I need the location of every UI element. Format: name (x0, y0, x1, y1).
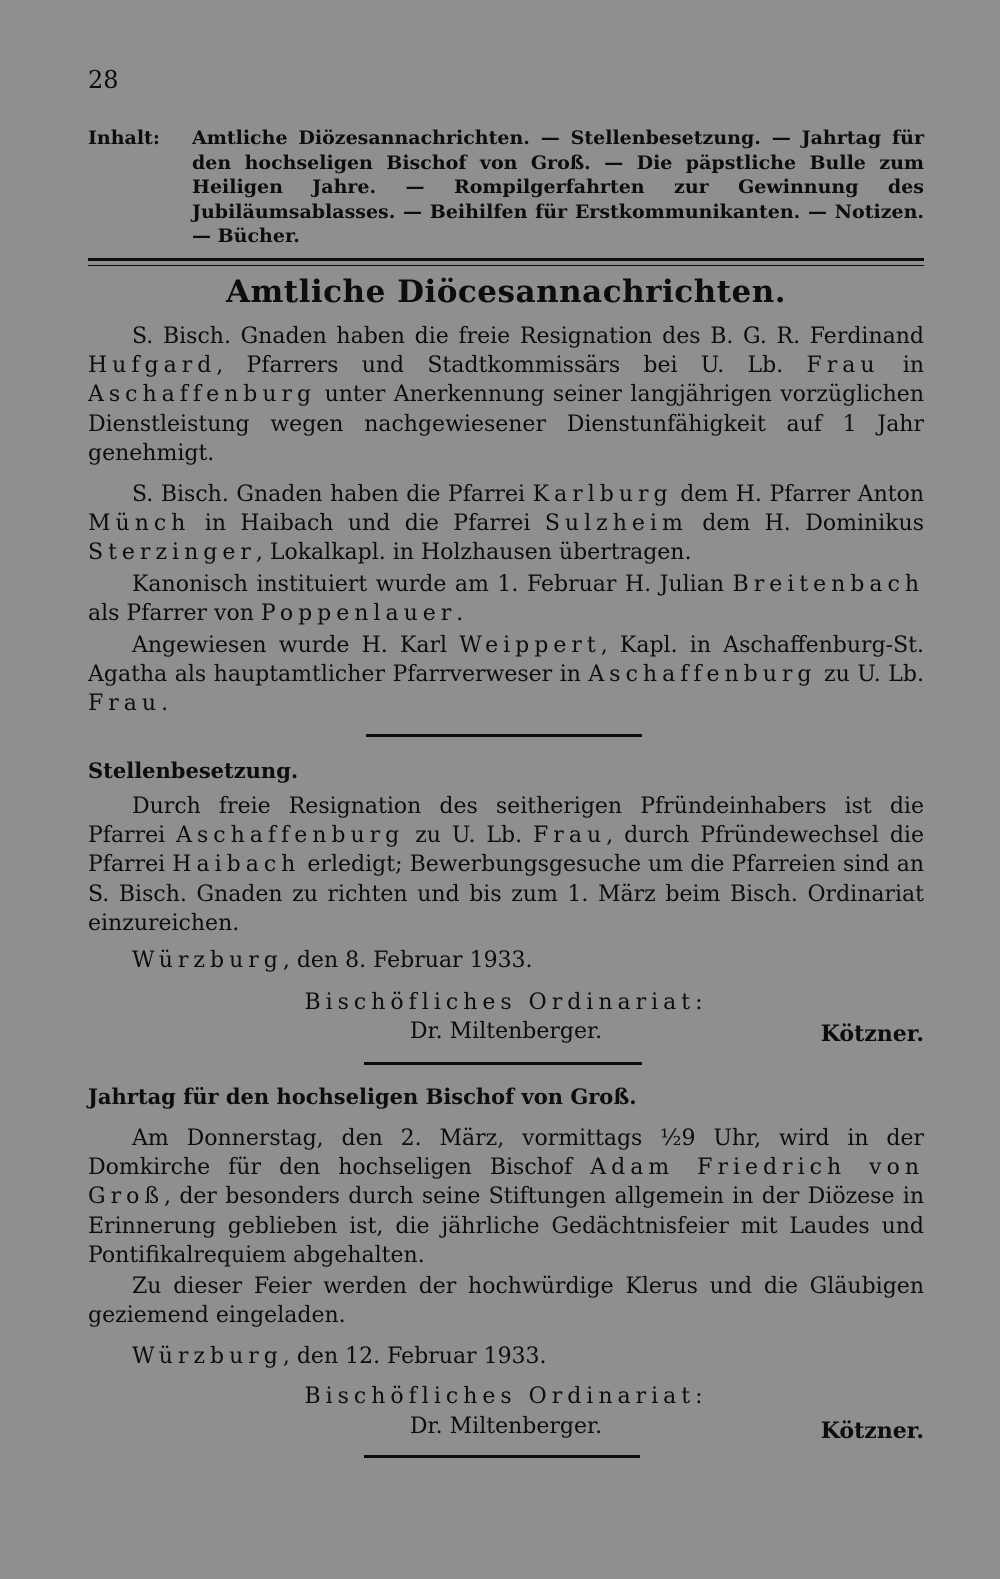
text-run: , der besonders durch seine Stiftungen allgemein in der Diözese in Erinnerung geblieben ist, die jährliche Gedächtnisfeier mit Laudes und Pontifikalrequiem abgehalten. (88, 1184, 924, 1268)
text-run: in Haibach und die Pfarrei (190, 511, 545, 537)
paragraph-assignment (88, 631, 924, 719)
paragraph-institution (88, 570, 924, 628)
section-title-amtliche: Amtliche Diöcesannachrichten. (225, 274, 787, 310)
paragraph-appointments (88, 480, 924, 568)
text-run: , Kapl. in Aschaffenburg-St. Agatha als hauptamtlicher Pfarrverweser in (88, 633, 924, 688)
place-date-line (132, 1344, 547, 1369)
text-run: S. Bisch. Gnaden haben die Pfarrei (132, 482, 533, 507)
signer-name: Dr. Miltenberger. (409, 1414, 603, 1439)
parish-name: Frau (88, 691, 162, 717)
date-text: , den 8. Februar 1933. (282, 948, 533, 973)
section-title-stellenbesetzung: Stellenbesetzung. (88, 758, 299, 783)
person-name: Breitenbach (732, 572, 924, 597)
text-run: Angewiesen wurde H. Karl (132, 633, 460, 658)
place-name: Sulzheim (544, 511, 688, 537)
place-name: Aschaffenburg (588, 662, 817, 688)
text-run: Durch freie Resignation des seitherigen Pfründeinhabers ist die Pfarrei (88, 794, 924, 849)
date-text: , den 12. Februar 1933. (282, 1344, 547, 1369)
city-name: Würzburg (132, 1344, 283, 1369)
text-run: , durch Pfründewechsel die Pfarrei (88, 823, 924, 878)
person-name: Adam Friedrich von Groß (88, 1155, 924, 1210)
paragraph-anniversary (88, 1124, 924, 1270)
text-run: Am Donnerstag, den 2. März, vormittags ½9 Uhr, wird in der Domkirche für den hochseligen Bischof (88, 1126, 924, 1181)
second-signer-name: Kötzner. (820, 1021, 924, 1047)
text-run: als Pfarrer von (88, 601, 261, 627)
text-run: . (456, 601, 464, 627)
bottom-divider (364, 1455, 640, 1458)
text-run: . (161, 691, 169, 717)
place-date-line (132, 948, 533, 973)
text-run: dem H. Pfarrer Anton (672, 482, 924, 507)
parish-name: Frau (806, 353, 880, 379)
ordinariat-line: Bischöfliches Ordinariat: (304, 1384, 708, 1409)
page-number: 28 (88, 66, 119, 94)
city-name: Würzburg (132, 948, 283, 973)
person-name: Weippert (459, 633, 601, 658)
paragraph-vacancy (88, 792, 924, 938)
text-run: dem H. Dominikus (687, 511, 925, 537)
double-rule (88, 258, 924, 266)
place-name: Haibach (172, 852, 301, 878)
text-run: Kanonisch instituiert wurde am 1. Februar H. Julian (132, 572, 733, 597)
person-name: Sterzinger (88, 540, 256, 566)
parish-name: Frau (533, 823, 607, 849)
paragraph-resignation (88, 322, 924, 468)
text-run: in (879, 353, 924, 379)
text-run: S. Bisch. Gnaden haben die freie Resignation des B. G. R. Ferdinand (132, 324, 924, 349)
text-run: zu U. Lb. (404, 823, 534, 849)
section-title-jahrtag: Jahrtag für den hochseligen Bischof von Groß. (88, 1084, 637, 1109)
place-name: Karlburg (532, 482, 673, 507)
place-name: Poppenlauer (260, 601, 457, 627)
text-run: , Lokalkapl. in Holzhausen übertragen. (255, 540, 692, 566)
paragraph-invitation: Zu dieser Feier werden der hochwürdige Klerus und die Gläubigen geziemend eingeladen. (88, 1274, 924, 1329)
signer-name: Dr. Miltenberger. (409, 1019, 603, 1044)
place-name: Aschaffenburg (176, 823, 405, 849)
table-of-contents (88, 126, 924, 249)
section-divider (364, 1062, 642, 1065)
text-run: unter Anerkennung seiner langjährigen vorzüglichen Dienstleistung wegen nachgewiesener Dienstunfähigkeit auf 1 Jahr genehmigt. (88, 382, 924, 466)
section-divider (366, 734, 642, 737)
second-signer-name: Kötzner. (820, 1418, 924, 1444)
ordinariat-line: Bischöfliches Ordinariat: (304, 990, 708, 1015)
contents-text: Amtliche Diözesannachrichten. — Stellenbesetzung. — Jahrtag für den hochseligen Bischof von Groß. — Die päpstliche Bulle zum Heiligen Jahre. — Rompilgerfahrten zur Gewinnung des Jubiläumsablasses. — Beihilfen für Erstkommunikanten. — Notizen. — Bücher. (192, 127, 924, 247)
person-name: Münch (88, 511, 191, 537)
person-name: Hufgard (88, 353, 217, 379)
text-run: , Pfarrers und Stadtkommissärs bei U. Lb. (216, 353, 807, 379)
text-run: erledigt; Bewerbungsgesuche um die Pfarreien sind an S. Bisch. Gnaden zu richten und bis zum 1. März beim Bisch. Ordinariat einzureichen. (88, 852, 924, 936)
contents-label: Inhalt: (88, 127, 160, 149)
place-name: Aschaffenburg (88, 382, 317, 408)
text-run: zu U. Lb. (816, 662, 924, 688)
